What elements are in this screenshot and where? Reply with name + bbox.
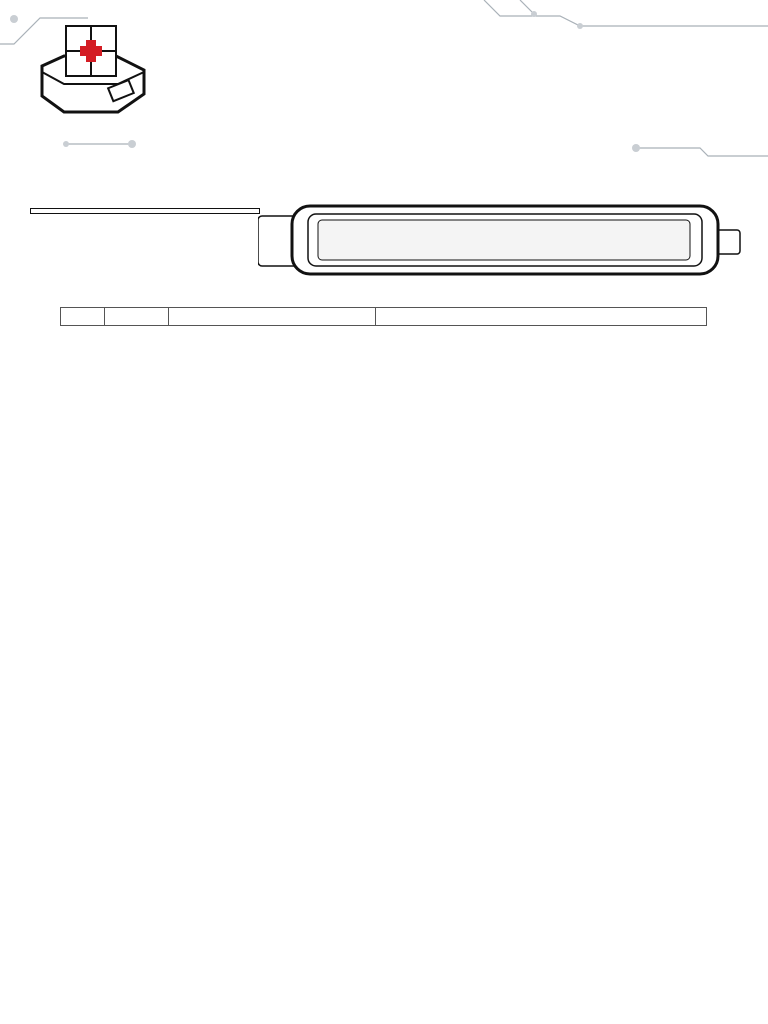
header-signal-description (376, 308, 707, 326)
company-logo (34, 22, 152, 118)
table-header-row (61, 308, 707, 326)
header-component (169, 308, 376, 326)
connector-diagram (258, 194, 744, 284)
intro-note (30, 208, 260, 214)
header-pin (61, 308, 105, 326)
pin-assignment-table (60, 307, 707, 326)
header-signal-type (105, 308, 169, 326)
